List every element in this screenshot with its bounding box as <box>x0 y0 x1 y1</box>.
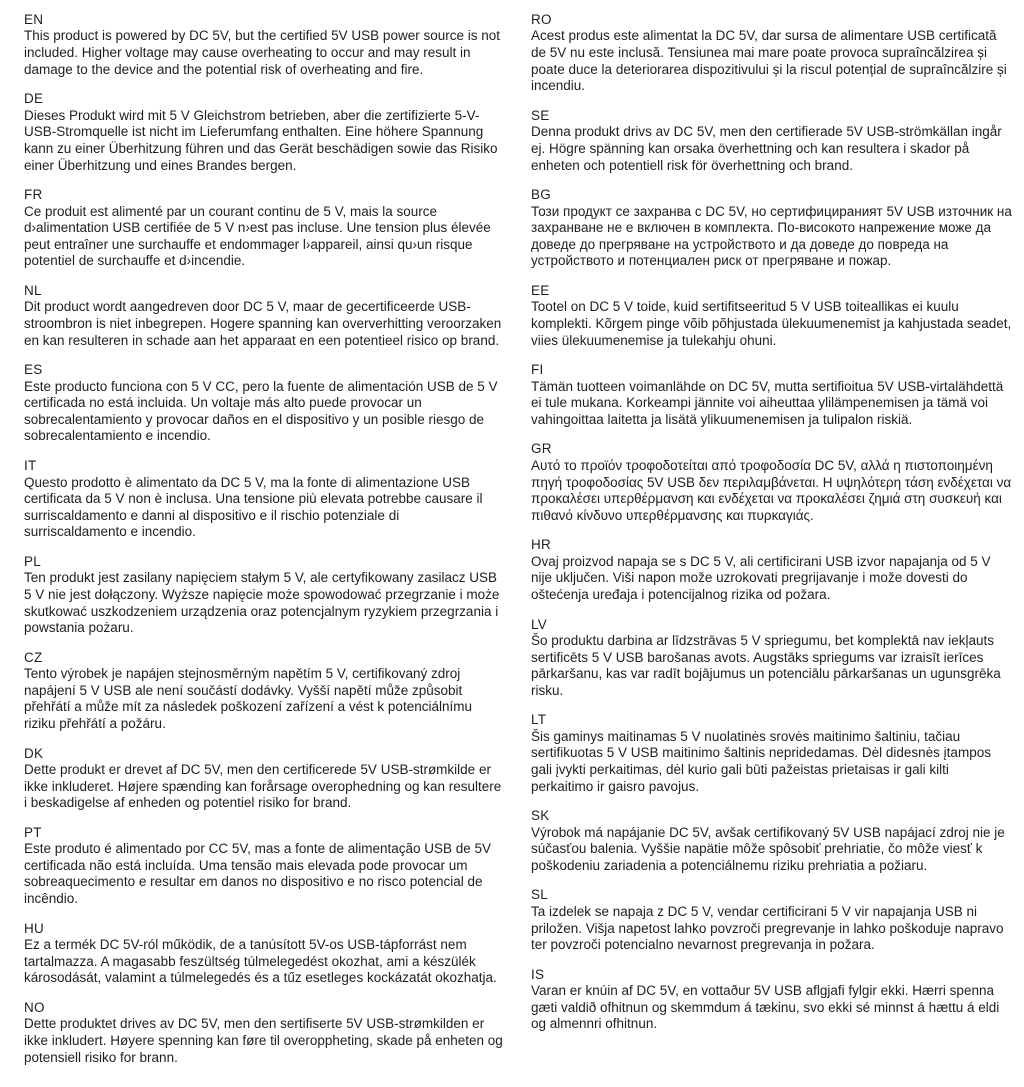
language-code: FR <box>24 187 43 203</box>
language-section <box>24 825 505 908</box>
language-text: Este produto é alimentado por CC 5V, mas a fonte de alimentação USB de 5V certificada não está incluída. Uma tensão mais elevada pode provocar um sobreaquecimento e resultar em danos no dispositivo e no risco potencial de incêndio. <box>24 841 492 907</box>
language-section <box>531 108 1012 174</box>
language-text: Ce produit est alimenté par un courant continu de 5 V, mais la source d›alimentation USB certifiée de 5 V n›est pas incluse. Une tension plus élevée peut entraîner une surchauffe et endommager l›appareil, ainsi qu›un risque potentiel de surchauffe et d›incendie. <box>24 203 491 269</box>
language-code: SL <box>531 887 548 903</box>
language-section <box>531 808 1012 874</box>
language-text: This product is powered by DC 5V, but the certified 5V USB power source is not included. Higher voltage may cause overheating to occur and may result in damage to the device and the potential risk of overheating and fire. <box>24 28 500 77</box>
language-text: Tento výrobek je napájen stejnosměrným napětím 5 V, certifikovaný zdroj napájení 5 V USB ale není součástí dodávky. Vyšší napětí může způsobit přehřátí a může mít za následek poškození zařízení a vést k potenciálnímu riziku přehřátí a požáru. <box>24 666 472 731</box>
language-code: DK <box>24 745 44 761</box>
language-text: Dette produkt er drevet af DC 5V, men den certificerede 5V USB-strømkilde er ikke inkluderet. Højere spænding kan forårsage overophedning og kan resultere i beskadigelse af enheden og potentiel risiko for brand. <box>24 762 502 811</box>
language-code: NL <box>24 282 42 298</box>
language-text: Този продукт се захранва с DC 5V, но сертифицираният 5V USB източник на захранване не е включен в комплекта. По-високото напрежение може да доведе до прегряване на устройството и да доведе до повреда на устройството и потенциален риск от прегряване и пожар. <box>531 203 1012 269</box>
language-section <box>24 91 505 174</box>
language-text: Ovaj proizvod napaja se s DC 5 V, ali certificirani USB izvor napajanja od 5 V nije uključen. Viši napon može uzrokovati pregrijavanje i može dovesti do oštećenja uređaja i potencijalnog rizika od požara. <box>531 553 991 602</box>
right-column <box>531 12 1012 1079</box>
language-text: Výrobok má napájanie DC 5V, avšak certifikovaný 5V USB napájací zdroj nie je súčasťou balenia. Vyššie napätie môže spôsobiť prehriatie, čo môže viesť k poškodeniu zariadenia a potenciálnemu riziku prehriatia a požiaru. <box>531 824 1005 873</box>
language-code: ES <box>24 362 43 378</box>
language-text: Denna produkt drivs av DC 5V, men den certifierade 5V USB-strömkällan ingår ej. Högre spänning kan orsaka överhettning och kan resultera i skador på enheten och potentiell risk för överhettning och brand. <box>531 124 1002 173</box>
language-section <box>531 283 1012 349</box>
language-code: EN <box>24 12 44 27</box>
language-text: Dit product wordt aangedreven door DC 5 V, maar de gecertificeerde USB-stroombron is niet inbegrepen. Hogere spanning kan oververhitting veroorzaken en kan resulteren in schade aan het apparaat en een potentieel risico op brand. <box>24 299 502 348</box>
language-code: DE <box>24 91 44 107</box>
language-text: Tootel on DC 5 V toide, kuid sertifitseeritud 5 V USB toiteallikas ei kuulu komplekti. Kõrgem pinge võib põhjustada ülekuumenemist ja kahjustada seadet, viies ülekuumenemise ja tulekahju ohuni. <box>531 299 1012 348</box>
language-section <box>24 650 505 733</box>
language-section <box>531 12 1012 95</box>
language-section <box>24 1000 505 1066</box>
language-section <box>24 12 505 78</box>
language-code: FI <box>531 362 544 378</box>
language-code: EE <box>531 282 550 298</box>
language-section <box>24 921 505 987</box>
language-code: BG <box>531 187 551 203</box>
language-code: IS <box>531 966 545 982</box>
language-section <box>531 362 1012 428</box>
language-section <box>531 441 1012 524</box>
language-text: Ten produkt jest zasilany napięciem stałym 5 V, ale certyfikowany zasilacz USB 5 V nie jest dołączony. Wyższe napięcie może spowodować przegrzanie i może skutkować uszkodzeniem urządzenia oraz potencjalnym ryzykiem przegrzania i powstania pożaru. <box>24 570 500 636</box>
language-code: SK <box>531 808 550 824</box>
language-code: PT <box>24 824 42 840</box>
language-text: Questo prodotto è alimentato da DC 5 V, ma la fonte di alimentazione USB certificata da 5 V non è inclusa. Una tensione più elevata potrebbe causare il surriscaldamento e danni al dispositivo e il rischio potenziale di surriscaldamento e incendio. <box>24 474 483 540</box>
language-code: HR <box>531 537 551 553</box>
language-text: Acest produs este alimentat la DC 5V, dar sursa de alimentare USB certificată de 5V nu este inclusă. Tensiunea mai mare poate provoca supraîncălzirea și poate duce la deteriorarea dispozitivului și la riscul potențial de supraîncălzire și incendiu. <box>531 28 1007 94</box>
language-section <box>531 617 1012 700</box>
language-text: Varan er knúin af DC 5V, en vottaður 5V USB aflgjafi fylgir ekki. Hærri spenna gæti valdið ofhitnun og skemmdum á tækinu, svo ekki sé minnst á hættu á eldi og almennri ofhitnun. <box>531 983 1000 1032</box>
language-code: SE <box>531 107 550 123</box>
language-code: LT <box>531 712 547 728</box>
language-section <box>24 283 505 349</box>
language-section <box>24 362 505 445</box>
language-section <box>24 746 505 812</box>
language-section <box>531 187 1012 270</box>
language-code: HU <box>24 920 44 936</box>
language-section <box>24 554 505 637</box>
language-code: GR <box>531 441 552 457</box>
language-code: IT <box>24 458 37 474</box>
language-code: PL <box>24 553 41 569</box>
language-text: Dette produktet drives av DC 5V, men den sertifiserte 5V USB-strømkilden er ikke inkludert. Høyere spenning kan føre til overoppheting, skade på enheten og potensiell risiko for brann. <box>24 1016 503 1065</box>
language-text: Dieses Produkt wird mit 5 V Gleichstrom betrieben, aber die zertifizierte 5-V-USB-Stromquelle ist nicht im Lieferumfang enthalten. Eine höhere Spannung kann zu einer Überhitzung führen und das Gerät beschädigen sowie das Risiko einer Überhitzung und eines Brandes bergen. <box>24 107 498 173</box>
language-section <box>24 458 505 541</box>
language-section <box>24 187 505 270</box>
language-code: RO <box>531 12 552 27</box>
language-text: Šis gaminys maitinamas 5 V nuolatinės srovės maitinimo šaltiniu, tačiau sertifikuotas 5 V USB maitinimo šaltinis nepridedamas. Dėl didesnės įtampos gali įvykti perkaitimas, dėl kurio gali būti pažeistas prietaisas ir gali kilti perkaitimo ir gaisro pavojus. <box>531 728 991 794</box>
language-code: LV <box>531 616 547 632</box>
left-column <box>24 12 505 1079</box>
language-code: CZ <box>24 649 43 665</box>
language-section <box>531 967 1012 1033</box>
language-text: Ez a termék DC 5V-ról működik, de a tanúsított 5V-os USB-tápforrást nem tartalmazza. A magasabb feszültség túlmelegedést okozhat, ami a készülék károsodását, valamint a túlmelegedés és a tűz esetleges kockázatát okozhatja. <box>24 937 497 986</box>
language-section <box>531 537 1012 603</box>
language-text: Αυτό το προϊόν τροφοδοτείται από τροφοδοσία DC 5V, αλλά η πιστοποιημένη πηγή τροφοδοσίας 5V USB δεν περιλαμβάνεται. Η υψηλότερη τάση ενδέχεται να προκαλέσει υπερθέρμανση και ενδέχεται να προκαλέσει ζημιά στη συσκευή και πιθανό κίνδυνο υπερθέρμανσης και πυρκαγιάς. <box>531 457 1012 523</box>
language-text: Este producto funciona con 5 V CC, pero la fuente de alimentación USB de 5 V certificada no está incluida. Un voltaje más alto puede provocar un sobrecalentamiento y provocar daños en el dispositivo y un posible riesgo de sobrecalentamiento e incendio. <box>24 378 498 444</box>
language-text: Šo produktu darbina ar līdzstrāvas 5 V spriegumu, bet komplektā nav iekļauts sertificēts 5 V USB barošanas avots. Augstāks spriegums var izraisīt ierīces pārkaršanu, kas var radīt bojājumus un potenciālu pārkaršanas un ugunsgrēka risku. <box>531 633 1001 698</box>
language-text: Ta izdelek se napaja z DC 5 V, vendar certificirani 5 V vir napajanja USB ni priložen. Višja napetost lahko povzroči pregrevanje in lahko poškoduje napravo ter povzroči potencialno nevarnost pregrevanja in požara. <box>531 903 1004 953</box>
language-code: NO <box>24 999 45 1015</box>
language-section <box>531 887 1012 953</box>
language-section <box>531 712 1012 795</box>
language-text: Tämän tuotteen voimanlähde on DC 5V, mutta sertifioitua 5V USB-virtalähdettä ei tule mukana. Korkeampi jännite voi aiheuttaa ylilämpenemisen ja tämä voi vahingoittaa laitetta ja lisätä ylikuumenemisen ja tulipalon riskiä. <box>531 378 1004 427</box>
